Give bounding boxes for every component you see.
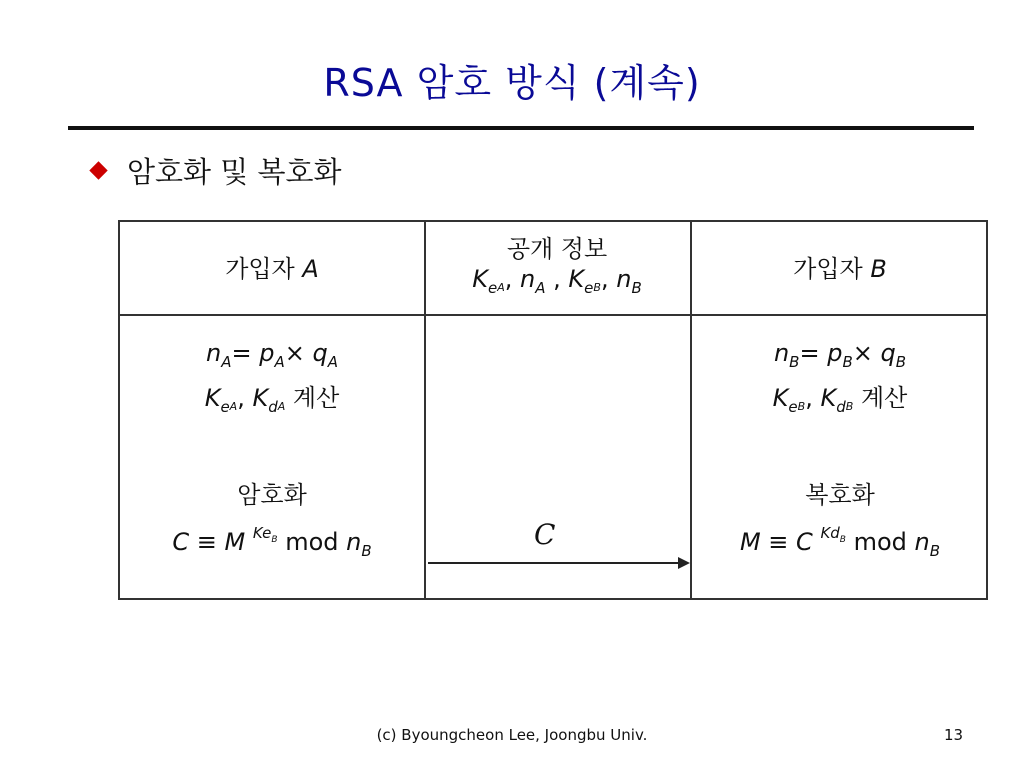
var-c: C xyxy=(172,528,190,556)
eq: = xyxy=(799,339,828,367)
key-e: e xyxy=(488,279,498,297)
sub-b: B xyxy=(797,400,806,413)
var-n: n xyxy=(773,339,790,367)
bullet-item xyxy=(86,150,342,191)
slide-title: RSA 암호 방식 (계속) xyxy=(323,61,701,105)
decryption-label: 복호화 xyxy=(805,481,875,509)
key-n-b-sub: B xyxy=(631,279,642,297)
header-party-a xyxy=(120,254,424,284)
var-c: C xyxy=(796,528,813,556)
header-public-info xyxy=(424,234,690,303)
party-b-keys xyxy=(692,383,988,422)
exponent-key: Ke xyxy=(252,524,272,542)
key-k: K xyxy=(472,265,488,293)
times: × xyxy=(284,339,313,367)
exponent-sub: B xyxy=(839,535,846,545)
sub-a: A xyxy=(327,353,338,371)
sub-a: A xyxy=(277,400,286,413)
arrow-right-icon xyxy=(678,557,690,569)
equiv: ≡ xyxy=(189,528,225,556)
var-n: n xyxy=(914,528,930,556)
exponent-key: Kd xyxy=(820,524,840,542)
sub-b: B xyxy=(929,542,941,560)
var-k: K xyxy=(772,384,789,412)
comma-2: , xyxy=(600,265,609,293)
arrow-line xyxy=(428,562,680,564)
encryption-formula xyxy=(120,518,424,566)
sub-b: B xyxy=(895,353,907,371)
var-n: n xyxy=(346,528,362,556)
sub-b: B xyxy=(789,353,800,371)
sub-d: d xyxy=(836,398,846,416)
key-k-b: K xyxy=(568,265,585,293)
sub-d: d xyxy=(268,398,278,416)
header-party-b xyxy=(692,254,988,284)
mod: mod xyxy=(845,528,915,556)
var-k: K xyxy=(204,384,221,412)
header-party-b-var: B xyxy=(870,255,887,283)
times: × xyxy=(852,339,881,367)
sub-a: A xyxy=(274,353,285,371)
header-party-a-var: A xyxy=(302,255,319,283)
var-p: p xyxy=(827,339,843,367)
var-q: q xyxy=(312,339,328,367)
equiv: ≡ xyxy=(760,528,797,556)
footer-credit: (c) Byoungcheon Lee, Joongbu Univ. xyxy=(376,726,648,744)
decryption-formula xyxy=(692,518,988,566)
comma: , xyxy=(237,384,245,412)
party-b-modulus xyxy=(692,338,988,377)
mod: mod xyxy=(277,528,347,556)
page-number: 13 xyxy=(944,726,964,744)
key-n-a-sub: A xyxy=(535,279,546,297)
header-divider xyxy=(120,314,986,316)
sub-e: e xyxy=(220,398,230,416)
var-n: n xyxy=(206,339,222,367)
party-b-body xyxy=(692,338,988,566)
ciphertext-transfer xyxy=(426,518,692,578)
key-e-b: e xyxy=(584,279,594,297)
party-a-body xyxy=(120,338,424,566)
compute-label: 계산 xyxy=(853,384,908,412)
var-p: p xyxy=(259,339,275,367)
encryption-label: 암호화 xyxy=(237,481,307,509)
exponent-sub: B xyxy=(271,535,278,545)
public-keys-line xyxy=(424,264,690,303)
title-divider xyxy=(68,126,974,130)
party-a-keys xyxy=(120,383,424,422)
party-a-modulus xyxy=(120,338,424,377)
comma-1: , xyxy=(504,265,513,293)
bullet-text: 암호화 및 복호화 xyxy=(127,155,342,189)
header-party-b-label: 가입자 xyxy=(793,255,871,283)
sub-b: B xyxy=(361,542,372,560)
header-public-info-label: 공개 정보 xyxy=(506,235,608,263)
key-e-a: A xyxy=(497,281,505,294)
sub-e: e xyxy=(788,398,798,416)
sub-b: B xyxy=(842,353,853,371)
rsa-table xyxy=(118,220,988,600)
sub-b: B xyxy=(845,400,854,413)
diamond-bullet-icon xyxy=(89,161,107,179)
key-n-b: n xyxy=(616,265,632,293)
eq: = xyxy=(231,339,260,367)
sep: , xyxy=(545,265,569,293)
sub-a: A xyxy=(229,400,238,413)
var-k: K xyxy=(820,384,837,412)
comma: , xyxy=(805,384,813,412)
header-party-a-label: 가입자 xyxy=(225,255,303,283)
sub-a: A xyxy=(221,353,232,371)
key-e-b-sub: B xyxy=(593,281,601,294)
var-q: q xyxy=(880,339,896,367)
key-n-a: n xyxy=(520,265,536,293)
ciphertext-label: C xyxy=(534,518,556,551)
compute-label: 계산 xyxy=(285,384,340,412)
var-m: M xyxy=(224,528,246,556)
var-k: K xyxy=(252,384,269,412)
var-m: M xyxy=(739,528,761,556)
